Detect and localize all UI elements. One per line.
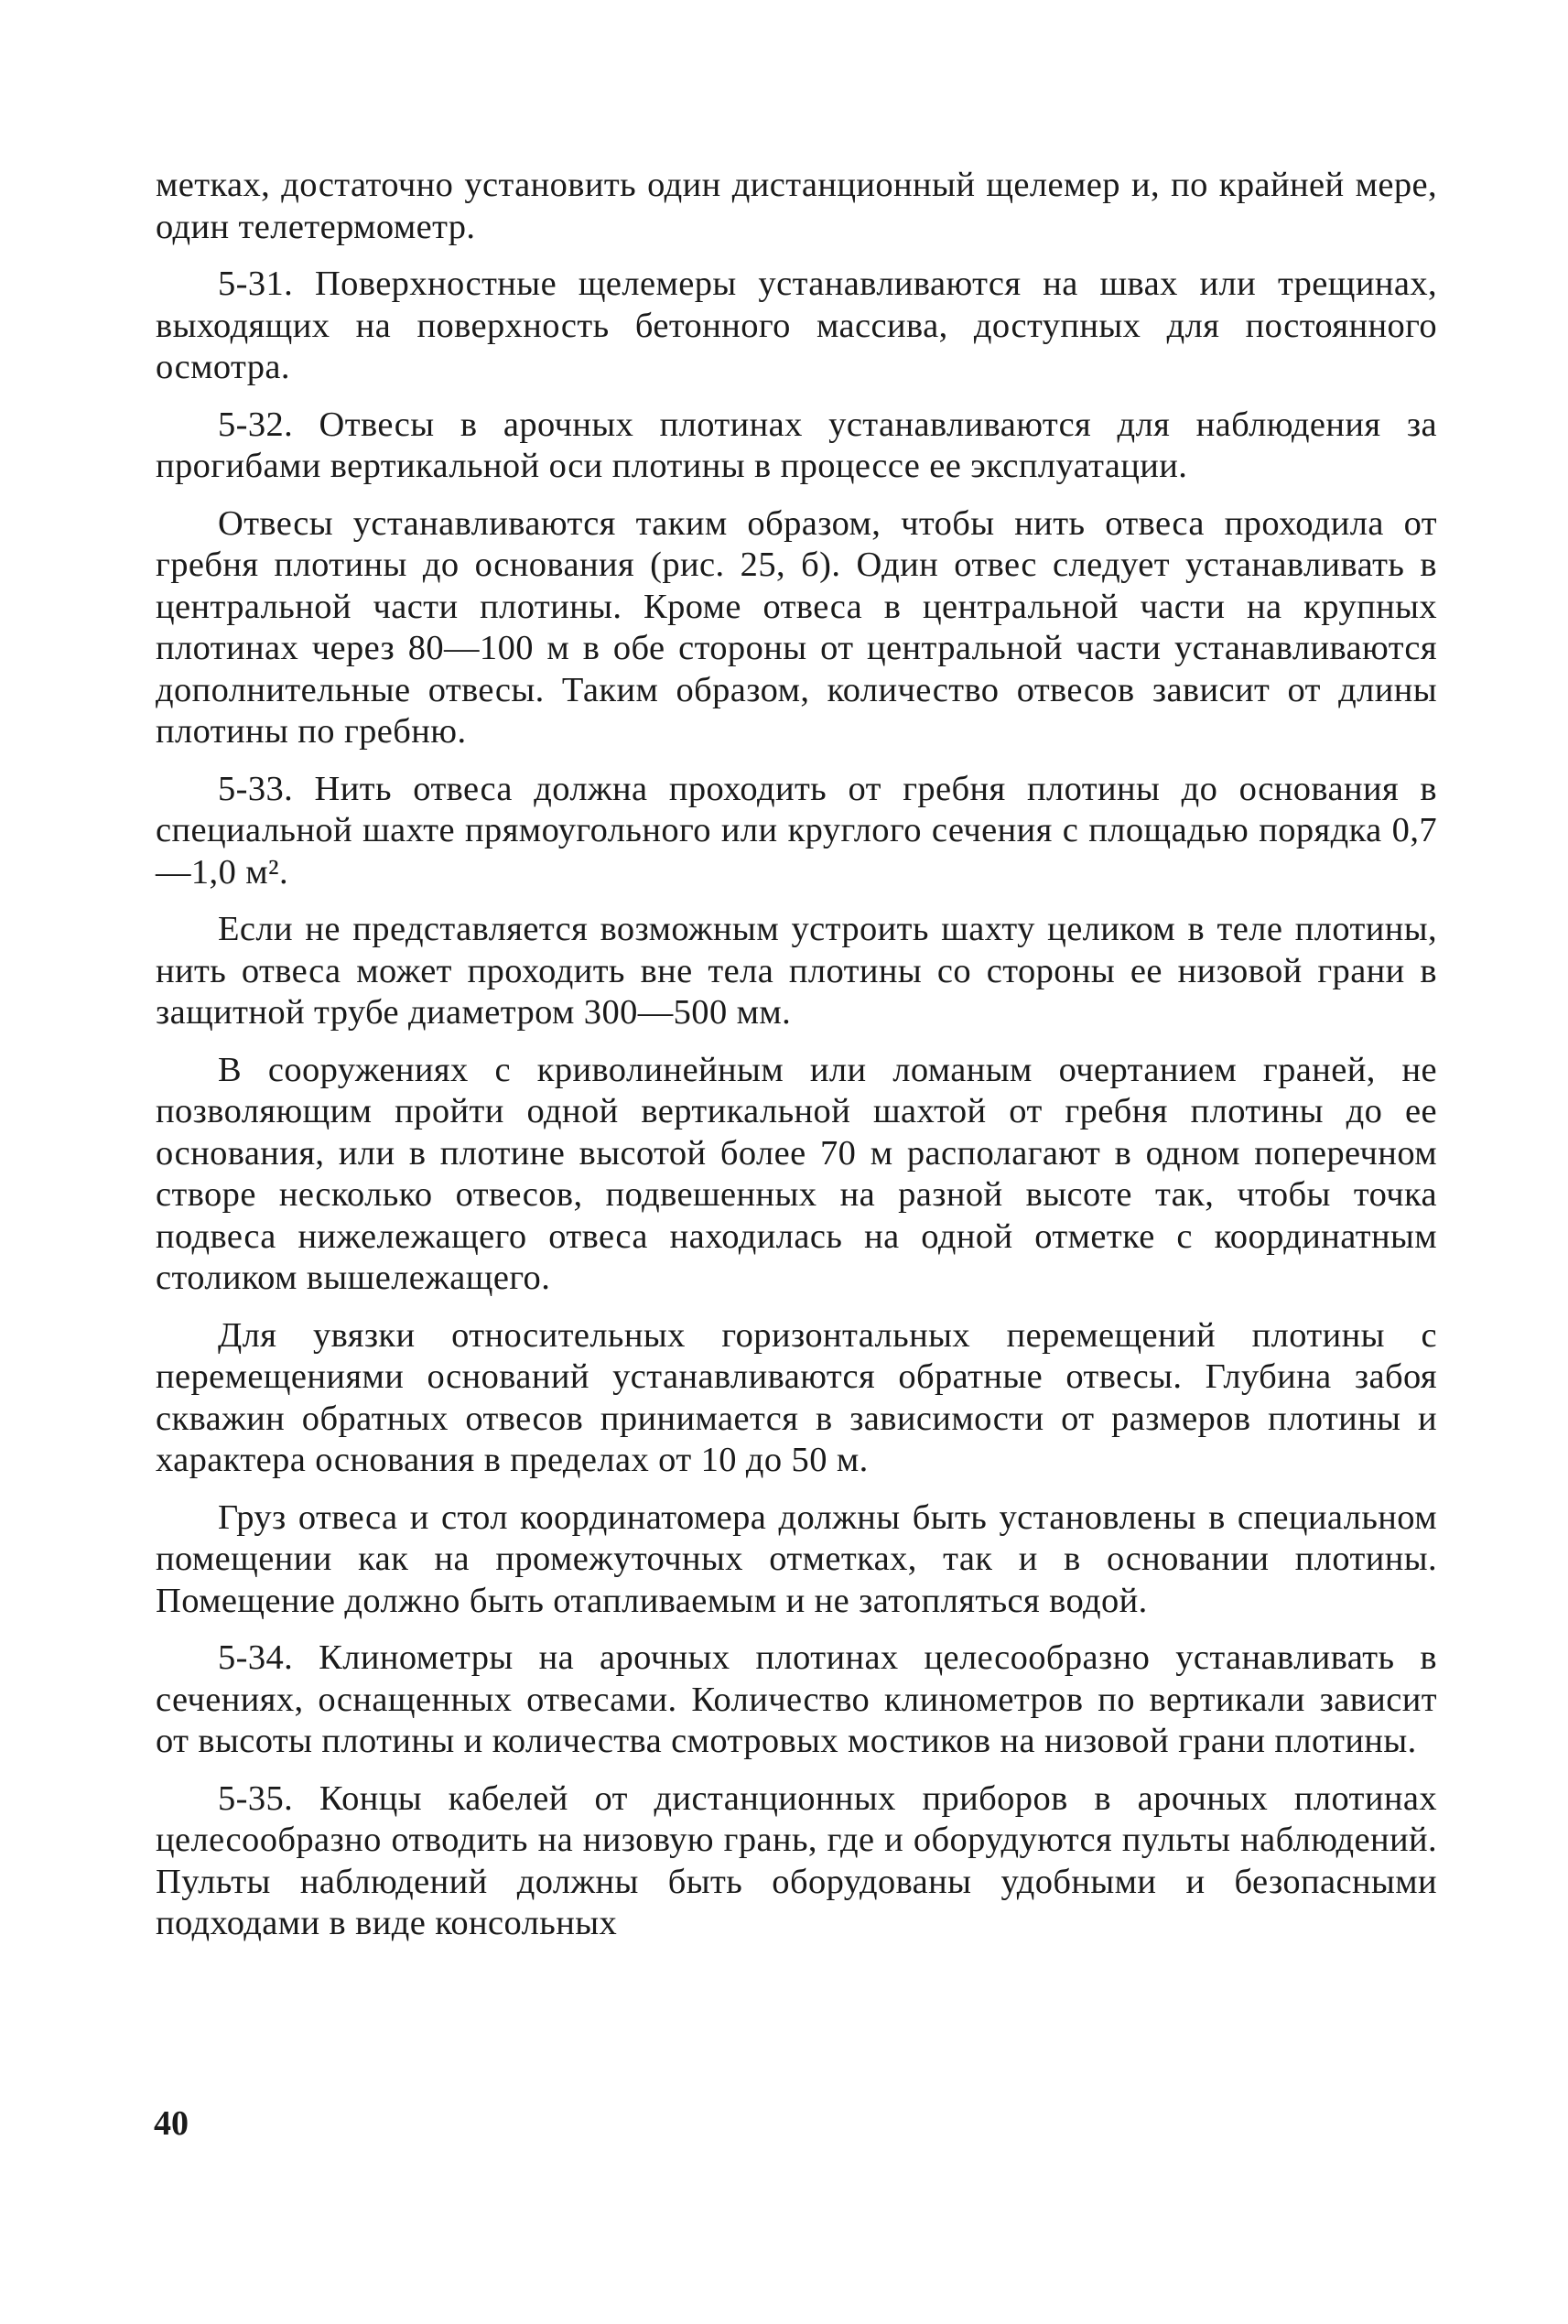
paragraph-5-34: 5-34. Клинометры на арочных плотинах целесообразно устанавливать в сечениях, оснащенных отвесами. Количество клинометров по вертикали зависит от высоты плотины и количества смотровых мостиков на низовой грани плотины. xyxy=(156,1638,1437,1760)
paragraph-plumb-placement: Отвесы устанавливаются таким образом, чтобы нить отвеса проходила от гребня плотины до основания (рис. 25, б). Один отвес следует устанавливать в центральной части плотины. Кроме отвеса в центральной части на крупных плотинах через 80—100 м в обе стороны от центральной части устанавливаются дополнительные отвесы. Таким образом, количество отвесов зависит от длины плотины по гребню. xyxy=(156,503,1437,751)
paragraph-5-33: 5-33. Нить отвеса должна проходить от гребня плотины до основания в специальной шахте прямоугольного или круглого сечения с площадью порядка 0,7—1,0 м². xyxy=(156,769,1437,892)
paragraph-inverted-plumbs: Для увязки относительных горизонтальных перемещений плотины с перемещениями оснований устанавливаются обратные отвесы. Глубина забоя скважин обратных отвесов принимается в зависимости от размеров плотины и характера основания в пределах от 10 до 50 м. xyxy=(156,1315,1437,1479)
paragraph-5-35: 5-35. Концы кабелей от дистанционных приборов в арочных плотинах целесообразно отводить на низовую грань, где и оборудуются пульты наблюдений. Пульты наблюдений должны быть оборудованы удобными и безопасными подходами в виде консольных xyxy=(156,1778,1437,1942)
body-text xyxy=(156,165,1437,1961)
paragraph-5-31: 5-31. Поверхностные щелемеры устанавливаются на швах или трещинах, выходящих на поверхность бетонного массива, доступных для постоянного осмотра. xyxy=(156,265,1437,386)
paragraph-weight-room: Груз отвеса и стол координатомера должны быть установлены в специальном помещении как на промежуточных отметках, так и в основании плотины. Помещение должно быть отапливаемым и не затопляться водой. xyxy=(156,1497,1437,1620)
paragraph-continuation: метках, достаточно установить один дистанционный щелемер и, по крайней мере, один телетермометр. xyxy=(156,166,1437,246)
paragraph-protective-pipe: Если не представляется возможным устроить шахту целиком в теле плотины, нить отвеса может проходить вне тела плотины со стороны ее низовой грани в защитной трубе диаметром 300—500 мм. xyxy=(156,910,1437,1032)
page-number: 40 xyxy=(154,2104,189,2143)
paragraph-5-32: 5-32. Отвесы в арочных плотинах устанавливаются для наблюдения за прогибами вертикальной оси плотины в процессе ее эксплуатации. xyxy=(156,405,1437,485)
paragraph-curved-structures: В сооружениях с криволинейным или ломаным очертанием граней, не позволяющим пройти одной вертикальной шахтой от гребня плотины до ее основания, или в плотине высотой более 70 м располагают в одном поперечном створе несколько отвесов, подвешенных на разной высоте так, чтобы точка подвеса нижележащего отвеса находилась на одной отметке с координатным столиком вышележащего. xyxy=(156,1050,1437,1297)
